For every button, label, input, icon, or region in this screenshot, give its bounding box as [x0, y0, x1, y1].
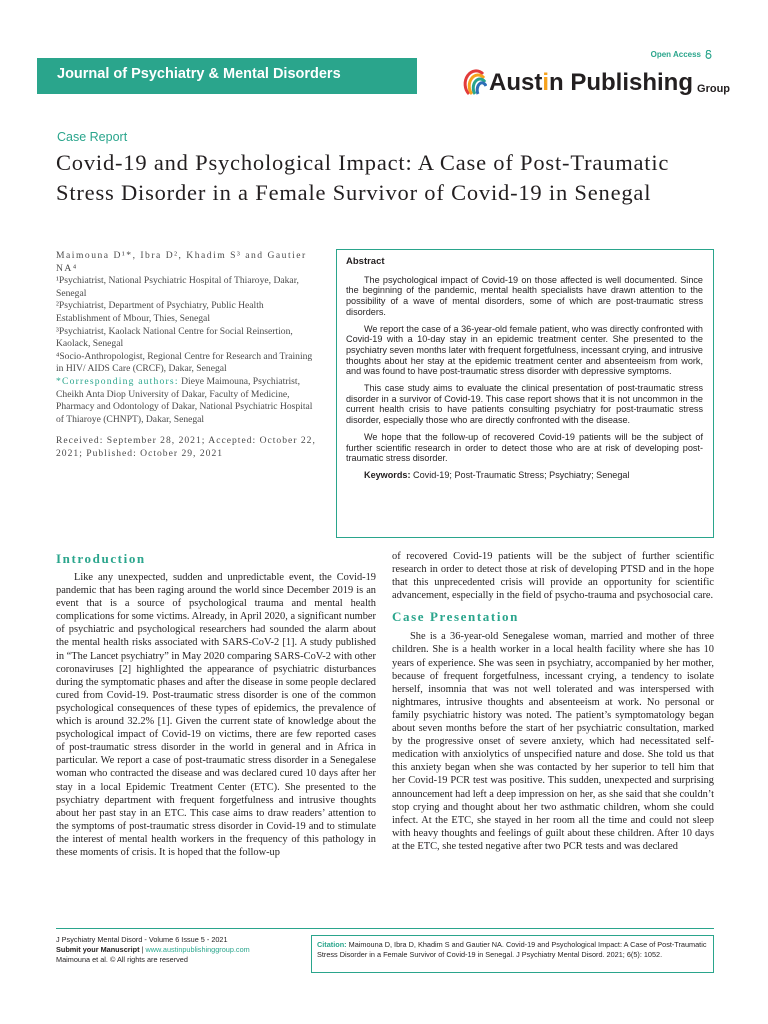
- corresponding-label: *Corresponding authors:: [56, 375, 179, 387]
- abstract-paragraph: The psychological impact of Covid-19 on those affected is well documented. Since the beginning of the pandemic, mental health specialists have drawn attention to the possibility of a wave of mental disorders, some of which are post-traumatic stress disorders.: [346, 274, 703, 317]
- footer-divider: [56, 928, 714, 929]
- article-type: Case Report: [57, 130, 128, 144]
- abstract-paragraph: We hope that the follow-up of recovered Covid-19 patients will be the subject of further scientific research in order to detect those who are at risk of developing post-traumatic stress disorder.: [346, 431, 703, 464]
- publisher-logo: [463, 68, 730, 98]
- affiliation-1: ¹Psychiatrist, National Psychiatric Hospital of Thiaroye, Dakar, Senegal: [56, 275, 299, 299]
- submit-manuscript-link[interactable]: Submit your Manuscript: [56, 945, 140, 954]
- affiliation-3: ³Psychiatrist, Kaolack National Centre for Social Reinsertion, Kaolack, Senegal: [56, 325, 293, 350]
- journal-name: Journal of Psychiatry & Mental Disorders: [57, 66, 341, 82]
- abstract-box: [336, 249, 714, 538]
- introduction-text: Like any unexpected, sudden and unpredictable event, the Covid-19 pandemic that has been raging around the world since December 2019 is an event that is a source of psychological trauma and mental health complications for some victims. Already, in April 2020, a significant number of psychiatric and psychological researchers had sounded the alarm about the mental health risks associated with SARS-CoV-2 [1]. A study published in “The Lancet psychiatry” in May 2020 comparing SARS-CoV-2 with other coronaviruses [2] highlighted the appearance of psychiatric disturbances during the symptomatic phases and after the disease in some people declared cured from Covid-19. Post-traumatic stress disorder is one of the common psychological consequences of these types of epidemics, the prevalence of which is around 32.2% [1]. Given the current state of knowledge about the psychological impact of Covid-19 on victims, there are few reported cases of post-traumatic stress disorder in the world in general and in Africa in particular. We report a case of post-traumatic stress disorder in a Senegalese woman who contracted the disease and was declared cured 10 days after her stay in a local Epidemic Treatment Center (ETC). She presented to the psychiatry department with frequent forgetfulness and intrusive thoughts about her past stay in an ETC. This case aims to draw readers’ attention to the symptoms of post-traumatic stress disorder in Covid-19 and to stimulate the interest of mental health workers in the frequency of this pathology in these moments of crisis. It is hoped that the follow-up: [56, 572, 376, 858]
- copyright: Maimouna et al. © All rights are reserved: [56, 955, 188, 964]
- austin-arc-logo-icon: [463, 68, 487, 98]
- case-presentation-heading: Case Presentation: [392, 609, 519, 625]
- introduction-heading: Introduction: [56, 551, 146, 566]
- column-right: [392, 550, 714, 853]
- abstract-paragraph: This case study aims to evaluate the clinical presentation of post-traumatic stress disorder in a survivor of Covid-19. This case report shows that it is not uncommon in the current health crisis to have patients consulting psychiatry for post-traumatic stress disorder, especially those who are directly confronted with the disease.: [346, 383, 703, 426]
- authors: Maimouna D¹*, Ibra D², Khadim S³ and Gautier NA⁴: [56, 250, 307, 274]
- corresponding-text: Dieye Maimouna, Psychiatrist, Cheikh Anta Diop University of Dakar, Faculty of Medicine, Pharmacy and Odontology of Dakar, National Psychiatric Hospital of Thiaroye (CHNPT), Dakar, Senegal: [56, 375, 313, 425]
- publisher-url-link[interactable]: www.austinpublishinggroup.com: [145, 945, 250, 954]
- citation-text: Maimouna D, Ibra D, Khadim S and Gautier NA. Covid-19 and Psychological Impact: A Case of Post-Traumatic Stress Disorder in a Female Survivor of Covid-19 in Senegal. J Psychiatry Mental Disord. 2021; 6(5): 1052.: [317, 940, 707, 959]
- open-access-label: [651, 50, 712, 59]
- column-left: [56, 550, 376, 859]
- publisher-name: [489, 68, 693, 98]
- submit-line: [56, 945, 306, 955]
- introduction-continuation: of recovered Covid-19 patients will be the subject of further scientific research in order to detect those at risk of developing PTSD and in the hope that this unprecedented crisis will provide an opportunity for scientific advancement, especially in the field of psycho-trauma and psychosocial care.: [392, 551, 714, 602]
- publisher-name-b: n Publishing: [549, 69, 694, 96]
- article-dates: Received: September 28, 2021; Accepted: October 22, 2021; Published: October 29, 2021: [56, 435, 316, 459]
- article-title: Covid-19 and Psychological Impact: A Case of Post-Traumatic Stress Disorder in a Female Survivor of Covid-19 in Senegal: [56, 150, 670, 205]
- open-access-text: Open Access: [650, 50, 701, 59]
- affiliation-2: ²Psychiatrist, Department of Psychiatry, Public Health Establishment of Mbour, Thies, Senegal: [56, 300, 264, 324]
- article-meta: [56, 250, 318, 461]
- keywords-text: Covid-19; Post-Traumatic Stress; Psychiatry; Senegal: [410, 469, 630, 480]
- footer-separator: |: [139, 945, 146, 954]
- affiliation-4: ⁴Socio-Anthropologist, Regional Centre for Research and Training in HIV/ AIDS Care (CRCF), Dakar, Senegal: [56, 350, 313, 375]
- journal-issue: J Psychiatry Mental Disord - Volume 6 Issue 5 - 2021: [56, 935, 228, 944]
- keywords-label: Keywords:: [364, 469, 411, 480]
- abstract-heading: Abstract: [346, 256, 385, 267]
- publisher-group: Group: [697, 83, 731, 95]
- abstract-paragraph: We report the case of a 36-year-old female patient, who was directly confronted with Covid-19 with a 10-day stay in an epidemic treatment center. She presented to the psychiatry seven months later with frequent forgetfulness, incessant crying, and intrusive thoughts about her stay at the epidemic treatment center and absenteeism from work, and was found to have post-traumatic stress disorder with depressive symptoms.: [346, 323, 703, 377]
- case-presentation-text: She is a 36-year-old Senegalese woman, married and mother of three children. She is a health worker in a local health facility where she has 10 years of experience. She was seen in psychiatry, accompanied by her mother, because of frequent forgetfulness, incessant crying, a tendency to isolate herself, insomnia that was not well tolerated and was interspersed with nightmares, intrusive thoughts and absenteeism at work. No personal or family psychiatric history was noted. The patient’s symptomatology began about seven months before the start of her psychiatric consultation, marked by the progressive onset of severe anxiety, which had necessitated self-medication with anxiolytics of unspecified nature and dose. She told us that this anxiety began when she was contacted by her superior to tell him that her Covid-19 PCR test was positive. This sudden, unexpected and surprising announcement had left a deep impression on her, as she said that she couldn’t stop crying and thought about her two asthmatic children, whom she could infect. At the ETC, she stayed in her room all the time and could not sleep with heavy thoughts and feelings of guilt about these children. After 10 days at the ETC, she tested negative after two PCR tests and was declared: [392, 631, 714, 852]
- footer-info: [56, 935, 306, 965]
- citation-box: [311, 935, 714, 973]
- journal-banner: [37, 58, 417, 94]
- publisher-name-a: Aust: [489, 69, 543, 96]
- citation-label: Citation:: [317, 940, 347, 949]
- corresponding-author: [56, 376, 318, 426]
- keywords: [346, 470, 703, 481]
- publisher-name-i: i: [542, 69, 550, 96]
- open-access-lock-icon: [705, 50, 712, 59]
